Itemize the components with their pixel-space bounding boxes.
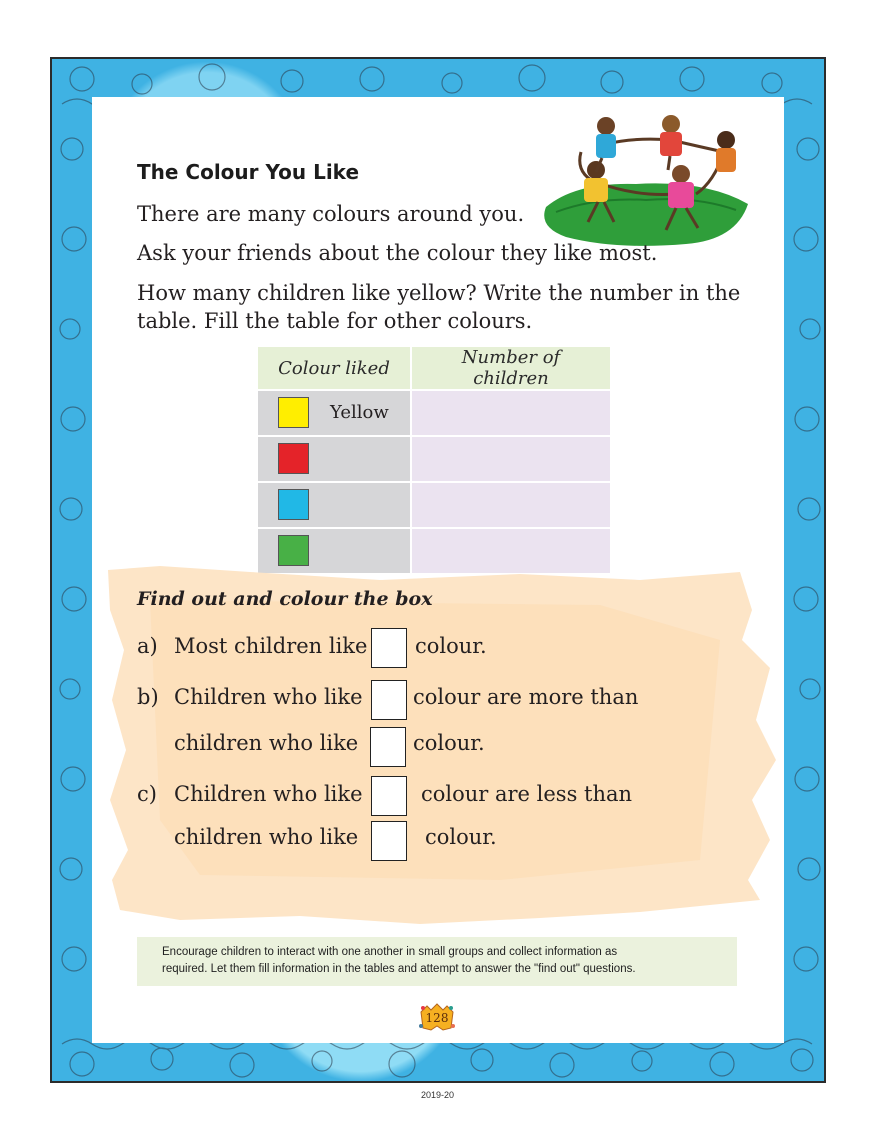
footer-year: 2019-20: [420, 1090, 455, 1100]
instruction-line-1: How many children like yellow? Write the number in the: [137, 281, 741, 305]
question-b-suffix: colour are more than: [413, 685, 639, 709]
answer-box-a[interactable]: [371, 628, 407, 668]
question-c-suffix: colour are less than: [421, 782, 633, 806]
intro-paragraph-1: There are many colours around you.: [137, 202, 525, 226]
question-c-line2-suffix: colour.: [425, 825, 497, 849]
teacher-note-line-1: Encourage children to interact with one another in small groups and collect information as: [162, 946, 618, 958]
question-b-label: b): [137, 685, 159, 709]
find-out-title: Find out and colour the box: [137, 588, 433, 610]
answer-box-b2[interactable]: [370, 727, 406, 767]
question-a-label: a): [137, 634, 158, 658]
colour-label: Yellow: [330, 402, 389, 423]
question-a-suffix: colour.: [415, 634, 487, 658]
section-title: The Colour You Like: [137, 160, 360, 184]
question-b-line2-suffix: colour.: [413, 731, 485, 755]
intro-paragraph-2: Ask your friends about the colour they like most.: [137, 241, 658, 265]
question-a-text: Most children like: [174, 634, 368, 658]
answer-box-b1[interactable]: [371, 680, 407, 720]
page-number-badge: [417, 1000, 457, 1034]
header-colour-liked: Colour liked: [257, 346, 411, 390]
answer-box-c2[interactable]: [371, 821, 407, 861]
instruction-line-2: table. Fill the table for other colours.: [137, 309, 533, 333]
teacher-note-line-2: required. Let them fill information in the tables and attempt to answer the "find out" questions.: [162, 963, 636, 975]
page-number: 128: [425, 1011, 449, 1025]
header-number-of-children: Number of children: [411, 346, 611, 390]
question-b-text: Children who like: [174, 685, 363, 709]
question-b-line2-text: children who like: [174, 731, 359, 755]
teacher-note: [137, 937, 737, 986]
answer-box-c1[interactable]: [371, 776, 407, 816]
question-c-text: Children who like: [174, 782, 363, 806]
question-c-label: c): [137, 782, 157, 806]
question-c-line2-text: children who like: [174, 825, 359, 849]
